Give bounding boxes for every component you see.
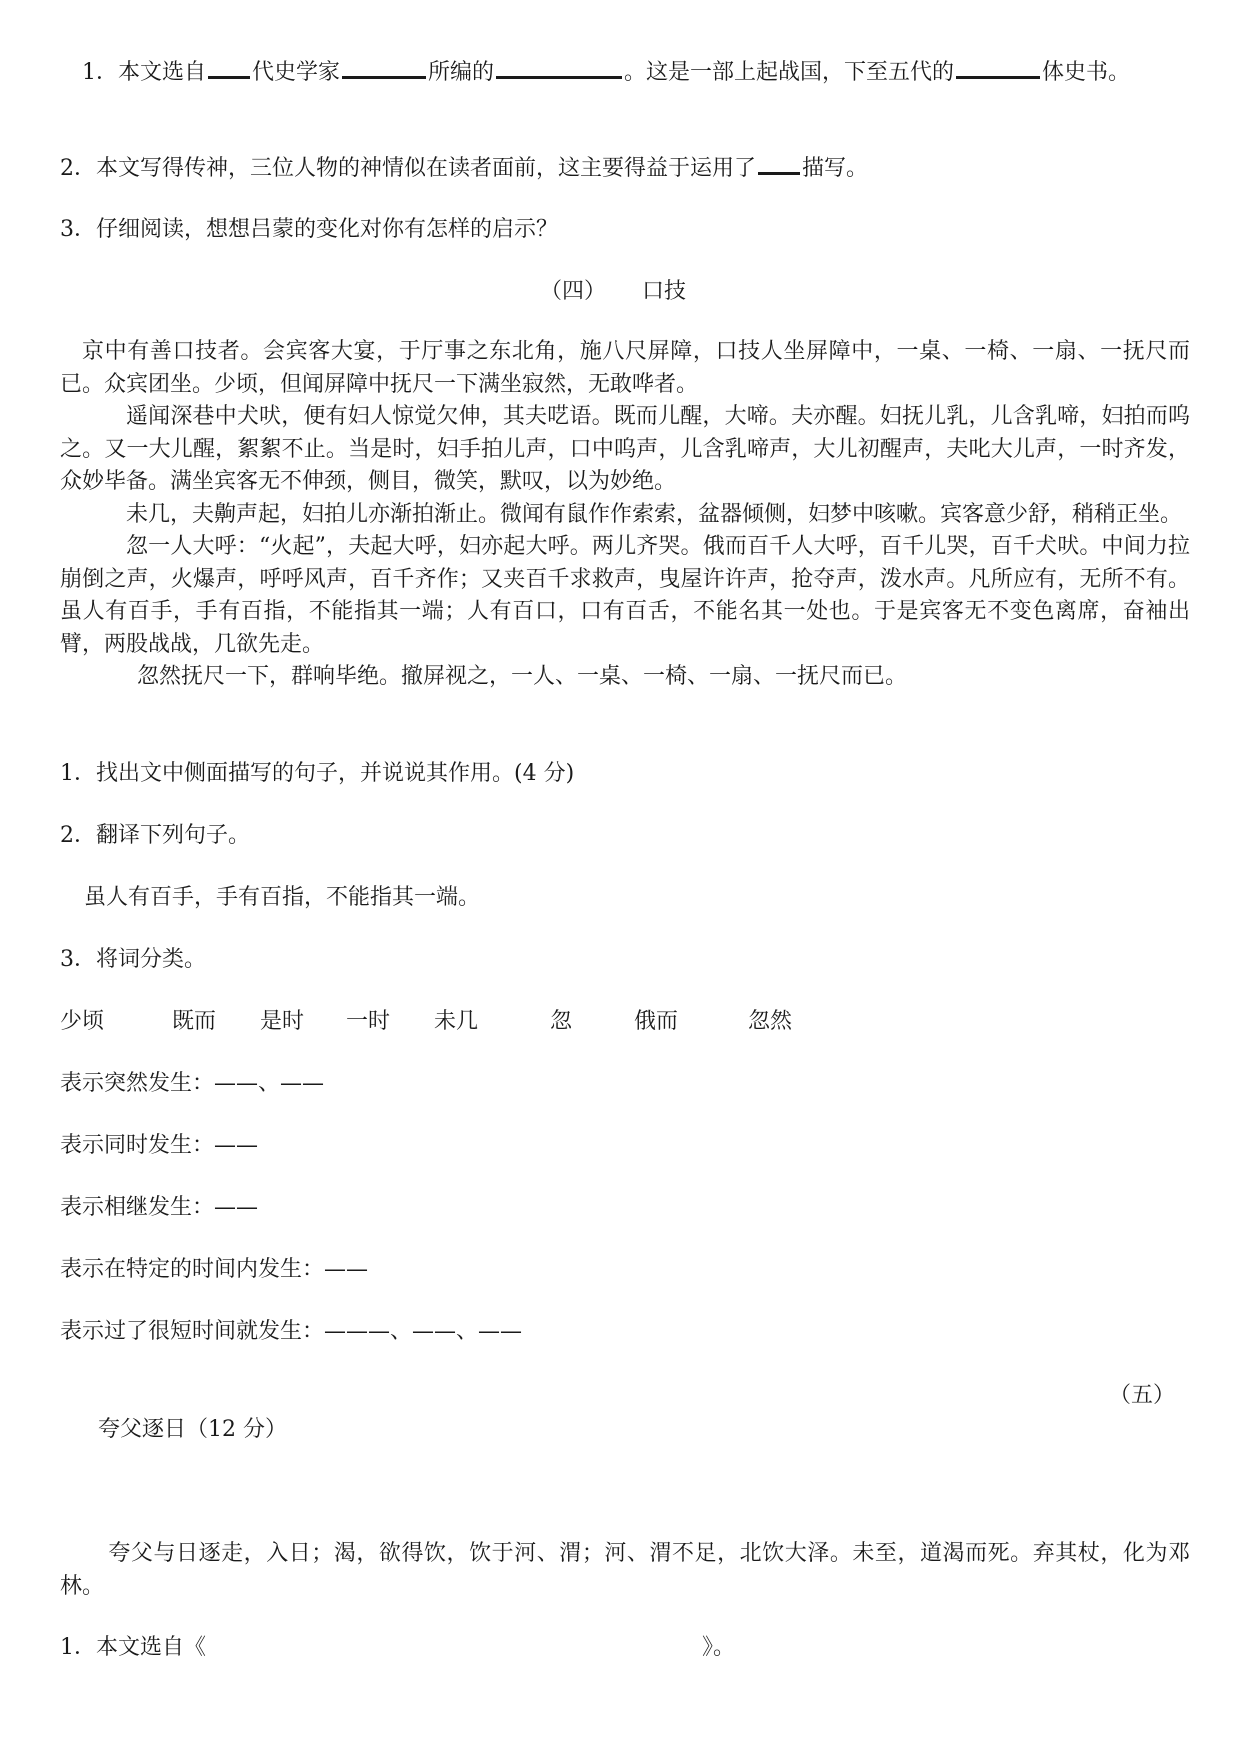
category-successive: 表示相继发生：—— <box>60 1195 259 1220</box>
s3-question-1: 1．本文选自 代史学家 所编的 。这是一部上起战国，下至五代的 体史书。 <box>60 56 1190 90</box>
passage-paragraph: 忽一人大呼：“火起”，夫起大呼，妇亦起大呼。两儿齐哭。俄而百千人大呼，百千儿哭，百千犬吠。中间力拉崩倒之声，火爆声，呼呼风声，百千齐作；又夹百千求救声，曳屋许许声，抢夺声，泼水声。凡所应有，无所不有。虽人有百手，手有百指，不能指其一端；人有百口，口有百舌，不能名其一处也。于是宾客无不变色离席，奋袖出臂，两股战战，几欲先走。 <box>60 534 1190 657</box>
blank <box>208 56 250 79</box>
word-item: 忽然 <box>748 1009 793 1034</box>
word-item: 未几 <box>434 1009 479 1034</box>
category-short-time: 表示过了很短时间就发生：———、——、—— <box>60 1319 523 1344</box>
s3-question-2: 2．本文写得传神，三位人物的神情似在读者面前，这主要得益于运用了 描写。 <box>60 152 868 185</box>
blank <box>496 56 622 79</box>
s4-question-2: 2．翻译下列句子。 <box>60 823 250 848</box>
word-item: 俄而 <box>634 1009 679 1034</box>
word-item: 是时 <box>260 1009 305 1034</box>
word-item: 既而 <box>172 1009 217 1034</box>
word-item: 少顷 <box>60 1009 105 1034</box>
passage-paragraph: 京中有善口技者。会宾客大宴，于厅事之东北角，施八尺屏障，口技人坐屏障中，一桌、一椅、一扇、一抚尺而已。众宾团坐。少顷，但闻屏障中抚尺一下满坐寂然，无敢哗者。 <box>60 339 1190 397</box>
section-5-title: 夸父逐日（12 分） <box>98 1417 287 1442</box>
category-sudden: 表示突然发生：——、—— <box>60 1071 325 1096</box>
s4-question-2-sentence: 虽人有百手，手有百指，不能指其一端。 <box>84 885 481 910</box>
s4-question-3: 3．将词分类。 <box>60 947 206 972</box>
s4-question-1: 1．找出文中侧面描写的句子，并说说其作用。(4 分) <box>60 761 575 786</box>
s5-passage <box>60 1538 1190 1603</box>
passage-paragraph: 遥闻深巷中犬吠，便有妇人惊觉欠伸，其夫呓语。既而儿醒，大啼。夫亦醒。妇抚儿乳，儿含乳啼，妇拍而呜之。又一大儿醒，絮絮不止。当是时，妇手拍儿声，口中呜声，儿含乳啼声，大儿初醒声，夫叱大儿声，一时齐发，众妙毕备。满坐宾客无不伸颈，侧目，微笑，默叹，以为妙绝。 <box>60 404 1190 494</box>
passage-paragraph: 夸父与日逐走，入日；渴，欲得饮，饮于河、渭；河、渭不足，北饮大泽。未至，道渴而死。弃其杖，化为邓林。 <box>60 1541 1190 1599</box>
s5-question-1: 1．本文选自《 》。 <box>60 1635 736 1660</box>
s3-question-3: 3．仔细阅读，想想吕蒙的变化对你有怎样的启示？ <box>60 217 558 242</box>
word-list <box>60 1006 960 1038</box>
section-4-heading: （四） 口技 <box>540 279 687 304</box>
passage-paragraph: 忽然抚尺一下，群响毕绝。撤屏视之，一人、一桌、一椅、一扇、一抚尺而已。 <box>137 664 908 689</box>
category-simultaneous: 表示同时发生：—— <box>60 1133 259 1158</box>
word-item: 忽 <box>550 1009 573 1034</box>
category-specific-time: 表示在特定的时间内发生：—— <box>60 1257 369 1282</box>
blank <box>956 56 1040 79</box>
blank <box>758 152 800 175</box>
section-5-number: （五） <box>1108 1383 1175 1408</box>
word-item: 一时 <box>346 1009 391 1034</box>
blank <box>342 56 426 79</box>
s4-passage <box>60 336 1190 694</box>
passage-paragraph: 未几，夫齁声起，妇拍儿亦渐拍渐止。微闻有鼠作作索索，盆器倾侧，妇梦中咳嗽。宾客意少舒，稍稍正坐。 <box>126 501 1183 527</box>
